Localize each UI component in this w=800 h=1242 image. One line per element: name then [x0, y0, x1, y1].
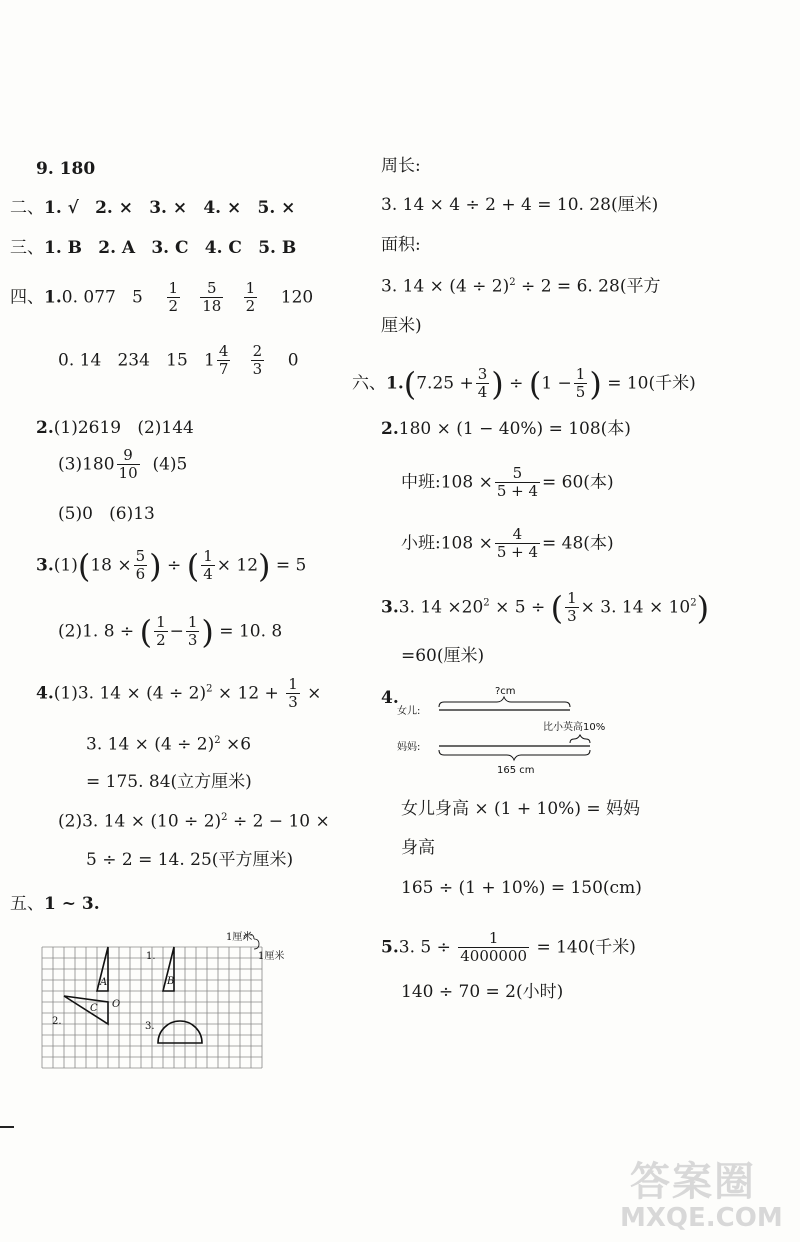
fraction: $\frac{4}{7}$: [218, 342, 229, 379]
fraction: $\frac{5}{6}$: [135, 547, 146, 584]
segment-diagram: [395, 683, 635, 783]
fraction: $\frac{1}{2}$: [245, 279, 256, 316]
q4-1-row2: 0. 14 234 15 1 $\frac{4}{7}$ $\frac{2}{3}$ 0: [58, 342, 299, 379]
q4-2-row3: (5)0 (6)13: [58, 504, 155, 524]
daughter-label: 女儿:: [397, 706, 421, 717]
extra-brace: [570, 735, 590, 743]
q6-5: 5.3. 5 ÷ $\frac{1}{4000000}$ = 140(千米): [381, 929, 636, 966]
perimeter-eq: 3. 14 × 4 ÷ 2 + 4 = 10. 28(厘米): [381, 195, 659, 215]
top-brace: [439, 697, 570, 707]
q6-3: 3.3. $14 \times 20^2 \times 5$ ÷ ( $\frac{1}{3}$ × 3. $14 \times 10^2$): [381, 588, 710, 627]
fraction: $\frac{4}{5 + 4}$: [496, 525, 539, 562]
fraction: $\frac{5}{18}$: [202, 279, 222, 316]
label-b: B: [167, 976, 175, 987]
label-c: C: [90, 1003, 98, 1014]
q4-3-1: 3.(1)(18 × $\frac{5}{6}$ ) ÷ ( $\frac{1}{4}$ × 12) = 5: [36, 546, 307, 585]
grid-figure: [30, 925, 295, 1075]
q4-4-2: (2)3. $14 \times (10 \div 2)^2 \div 2 - 10$ ×: [58, 811, 330, 832]
area-eq: 3. $14 \times (4 \div 2)^2 \div 2 = 6$. 28(平方: [381, 276, 661, 297]
q4-2-row1: 2.(1)2619 (2)144: [36, 418, 194, 438]
fraction: $\frac{1}{2}$: [168, 279, 179, 316]
q2-answers: 二、1. √ 2. × 3. × 4. × 5. ×: [10, 198, 296, 218]
q6-4-label: 4.: [381, 688, 399, 708]
fraction: $\frac{2}{3}$: [252, 342, 263, 379]
q6-2-middle-class: 中班:108 × $\frac{5}{5 + 4}$ = 60(本): [401, 464, 614, 501]
fraction: $\frac{1}{3}$: [567, 589, 577, 626]
grid-label-1: 1.: [146, 951, 156, 962]
fraction: $\frac{1}{4}$: [203, 547, 213, 584]
perimeter-label: 周长:: [381, 156, 421, 176]
mother-height: 165 cm: [497, 765, 535, 776]
q6-4-line1: 女儿身高 × (1 + 10%) = 妈妈: [401, 799, 641, 819]
q3-answers: 三、1. B 2. A 3. C 4. C 5. B: [10, 238, 297, 258]
fraction: $\frac{1}{4000000}$: [460, 929, 528, 966]
unit-label-1: 1厘米: [226, 932, 253, 943]
q9-answer: 9. 180: [36, 159, 96, 179]
grid-label-3: 3.: [145, 1021, 155, 1032]
q4-4-2-line2: 5 ÷ 2 = 14. 25(平方厘米): [86, 850, 294, 870]
label-o: O: [112, 999, 121, 1010]
q6-1: 六、1.(7.25 + $\frac{3}{4}$ ) ÷ (1 − $\frac{1}{5}$ ) = 10(千米): [352, 364, 696, 403]
q6-2: 2.180 × (1 − 40%) = 108(本): [381, 419, 631, 439]
grid-lines: [42, 947, 262, 1068]
q6-5-line2: 140 ÷ 70 = 2(小时): [401, 982, 564, 1002]
q4-3-2: (2)1. 8 ÷ ( $\frac{1}{2}$ − $\frac{1}{3}$ ) = 10. 8: [58, 612, 283, 651]
q6-3-result: =60(厘米): [401, 646, 485, 666]
fraction: $\frac{1}{3}$: [288, 675, 298, 712]
area-eq-cont: 厘米): [381, 316, 422, 336]
fraction: $\frac{1}{2}$: [156, 613, 166, 650]
mother-label: 妈妈:: [397, 742, 421, 753]
watermark-url: MXQE.COM: [620, 1203, 783, 1233]
fraction: $\frac{9}{10}$: [118, 446, 138, 483]
q6-4-line2: 身高: [401, 838, 435, 858]
grid-label-2: 2.: [52, 1016, 62, 1027]
q5-heading: 五、1 ~ 3.: [10, 894, 100, 914]
q6-2-small-class: 小班:108 × $\frac{4}{5 + 4}$ = 48(本): [401, 525, 614, 562]
q4-4-1-line3: = 175. 84(立方厘米): [86, 772, 252, 792]
area-label: 面积:: [381, 235, 421, 255]
note-10pct: 比小英高10%: [543, 722, 606, 733]
q4-1-row1: 四、1.0. 077 5 $\frac{1}{2}$ $\frac{5}{18}$ $\frac{1}{2}$ 120: [10, 279, 314, 316]
q4-4-1: 4.(1)3. $14 \times (4 \div 2)^2 \times 12$ + $\frac{1}{3}$ ×: [36, 675, 322, 712]
unit-label-2: 1厘米: [258, 951, 285, 962]
unknown-cm: ?cm: [495, 686, 516, 697]
fraction: $\frac{1}{5}$: [575, 365, 586, 402]
bottom-brace: [439, 750, 590, 760]
watermark-logo: 答案圈: [630, 1159, 756, 1205]
label-a: A: [100, 977, 108, 988]
q6-4-line3: 165 ÷ (1 + 10%) = 150(cm): [401, 878, 642, 898]
q4-2-row2: (3)180 $\frac{9}{10}$ (4)5: [58, 446, 188, 483]
fraction: $\frac{3}{4}$: [477, 365, 488, 402]
margin-mark: [0, 1126, 14, 1128]
q4-4-1-line2: 3. $14 \times (4 \div 2)^2 \times 6$: [86, 734, 252, 755]
fraction: $\frac{5}{5 + 4}$: [496, 464, 539, 501]
fraction: $\frac{1}{3}$: [187, 613, 198, 650]
